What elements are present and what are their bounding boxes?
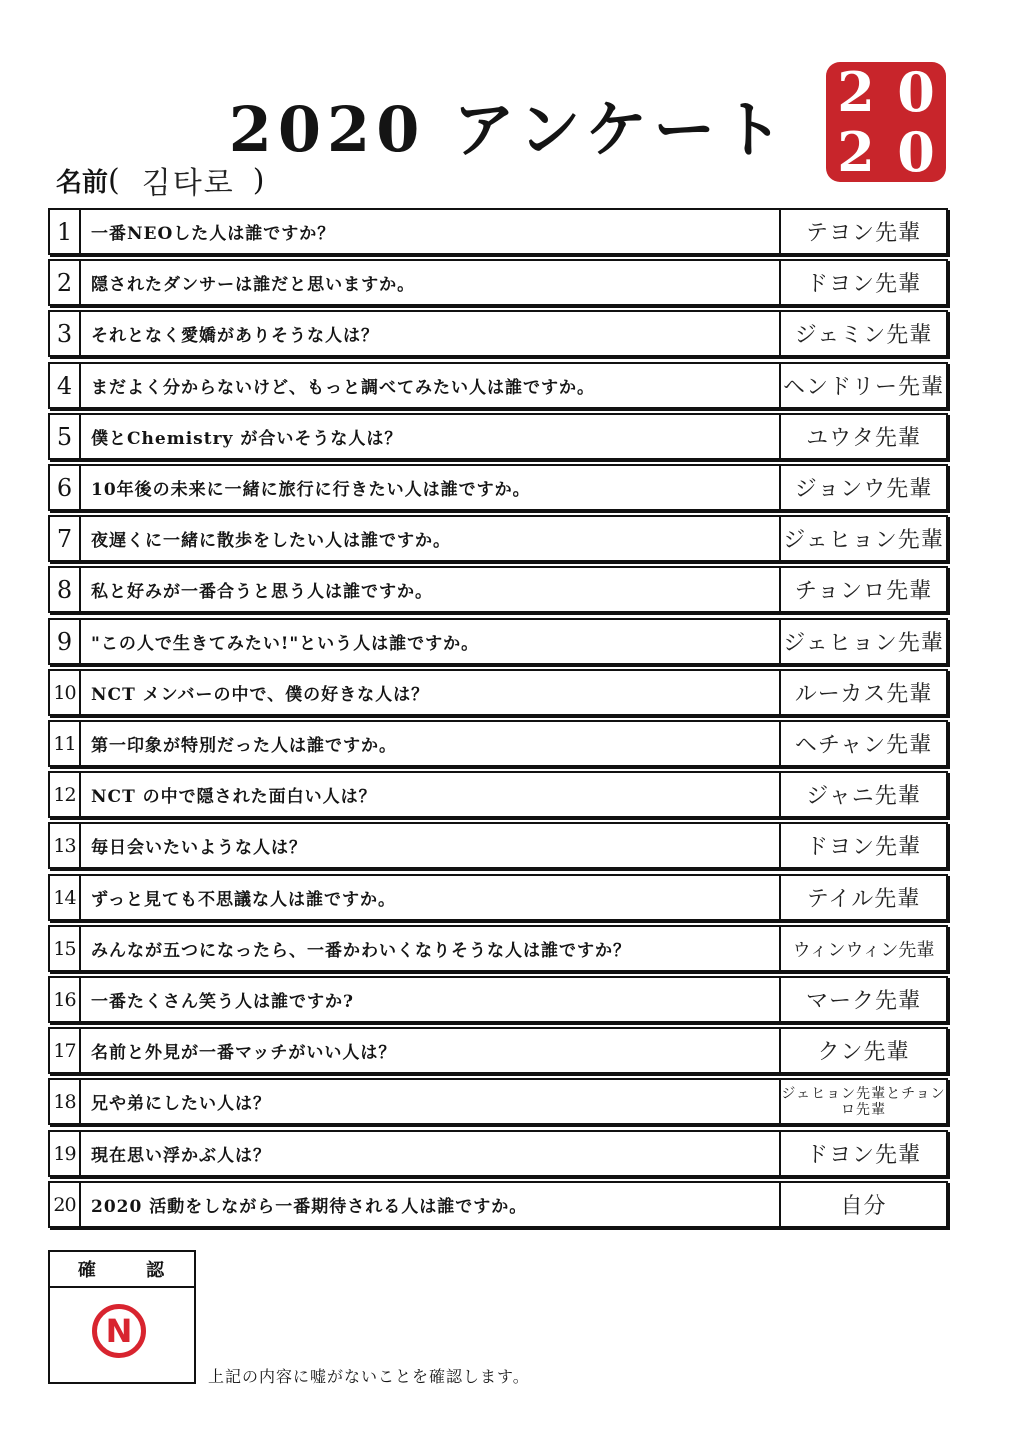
question-number: 12 bbox=[50, 773, 81, 816]
handwritten-answer: マーク先輩 bbox=[805, 989, 921, 1014]
question-text: NCT の中で隠された面白い人は？ bbox=[81, 773, 781, 816]
stamp-digit: 2 bbox=[837, 120, 875, 182]
question-text: 隠されたダンサーは誰だと思いますか。 bbox=[81, 261, 781, 304]
question-number: 14 bbox=[50, 876, 81, 919]
handwritten-answer: テイル先輩 bbox=[806, 887, 921, 912]
handwritten-answer: ヘチャン先輩 bbox=[794, 733, 933, 758]
name-label: 名前 bbox=[56, 167, 109, 198]
question-row bbox=[48, 976, 948, 1023]
handwritten-answer: ジェヒョン先輩 bbox=[783, 528, 944, 553]
question-row bbox=[48, 925, 948, 972]
question-number: 20 bbox=[50, 1183, 81, 1226]
question-row bbox=[48, 362, 948, 409]
question-text: それとなく愛嬌がありそうな人は？ bbox=[81, 312, 781, 355]
question-row bbox=[48, 515, 948, 562]
question-row bbox=[48, 771, 948, 818]
question-number: 5 bbox=[50, 415, 81, 458]
question-text: 名前と外見が一番マッチがいい人は？ bbox=[81, 1029, 781, 1072]
question-row bbox=[48, 1181, 948, 1228]
question-number: 7 bbox=[50, 517, 81, 560]
nct-n-seal-icon bbox=[92, 1304, 146, 1358]
question-number: 4 bbox=[50, 364, 81, 407]
question-text: 2020 活動をしながら一番期待される人は誰ですか。 bbox=[81, 1183, 781, 1226]
question-text: みんなが五つになったら、一番かわいくなりそうな人は誰ですか？ bbox=[81, 927, 781, 970]
question-text: 毎日会いたいような人は？ bbox=[81, 824, 781, 867]
question-text: 一番たくさん笑う人は誰ですか? bbox=[81, 978, 781, 1021]
handwritten-answer: ジャニ先輩 bbox=[806, 784, 921, 809]
question-number: 19 bbox=[50, 1132, 81, 1175]
stamp-digit: 0 bbox=[897, 120, 935, 182]
question-number: 6 bbox=[50, 466, 81, 509]
question-text: 兄や弟にしたい人は？ bbox=[81, 1080, 781, 1123]
confirmation-label: 確 認 bbox=[50, 1252, 194, 1288]
handwritten-answer: ユウタ先輩 bbox=[806, 426, 921, 451]
name-value: 김타로 bbox=[141, 166, 235, 201]
question-number: 17 bbox=[50, 1029, 81, 1072]
question-text: 10年後の未来に一緒に旅行に行きたい人は誰ですか。 bbox=[81, 466, 781, 509]
question-row bbox=[48, 822, 948, 869]
question-row bbox=[48, 720, 948, 767]
confirmation-box bbox=[48, 1250, 196, 1384]
question-text: 夜遅くに一緒に散歩をしたい人は誰ですか。 bbox=[81, 517, 781, 560]
handwritten-answer: クン先輩 bbox=[817, 1040, 910, 1065]
year-stamp-logo bbox=[826, 62, 946, 182]
question-row bbox=[48, 259, 948, 306]
question-row bbox=[48, 208, 948, 255]
question-number: 11 bbox=[50, 722, 81, 765]
question-row bbox=[48, 1130, 948, 1177]
question-number: 13 bbox=[50, 824, 81, 867]
question-number: 3 bbox=[50, 312, 81, 355]
question-number: 8 bbox=[50, 568, 81, 611]
question-text: 現在思い浮かぶ人は？ bbox=[81, 1132, 781, 1175]
handwritten-answer: ドヨン先輩 bbox=[805, 1143, 921, 1168]
seal-letter: N bbox=[105, 1312, 133, 1350]
question-number: 10 bbox=[50, 671, 81, 714]
question-number: 16 bbox=[50, 978, 81, 1021]
handwritten-answer: ジェヒョン先輩 bbox=[783, 631, 944, 656]
handwritten-answer: ヘンドリー先輩 bbox=[782, 375, 944, 400]
question-text: ずっと見ても不思議な人は誰ですか。 bbox=[81, 876, 781, 919]
handwritten-answer: ドヨン先輩 bbox=[805, 272, 921, 297]
handwritten-answer: ジョンウ先輩 bbox=[794, 477, 933, 502]
question-row bbox=[48, 413, 948, 460]
question-number: 9 bbox=[50, 620, 81, 663]
question-row bbox=[48, 566, 948, 613]
question-row bbox=[48, 618, 948, 665]
survey-title: 2020 アンケート bbox=[228, 93, 790, 166]
question-row bbox=[48, 669, 948, 716]
stamp-digit: 2 bbox=[837, 62, 875, 124]
handwritten-answer: チョンロ先輩 bbox=[794, 579, 933, 604]
handwritten-answer: テヨン先輩 bbox=[805, 221, 921, 246]
question-row bbox=[48, 1078, 948, 1125]
question-number: 18 bbox=[50, 1080, 81, 1123]
question-row bbox=[48, 874, 948, 921]
question-text: 僕とChemistry が合いそうな人は？ bbox=[81, 415, 781, 458]
question-text: 一番NEOした人は誰ですか？ bbox=[81, 210, 781, 253]
question-text: "この人で生きてみたい!"という人は誰ですか。 bbox=[81, 620, 781, 663]
question-number: 15 bbox=[50, 927, 81, 970]
handwritten-answer: ウィンウィン先輩 bbox=[792, 939, 935, 961]
confirmation-statement: 上記の内容に嘘がないことを確認します。 bbox=[208, 1367, 530, 1386]
question-row bbox=[48, 464, 948, 511]
name-field bbox=[56, 160, 264, 200]
question-text: 私と好みが一番合うと思う人は誰ですか。 bbox=[81, 568, 781, 611]
handwritten-answer: 自分 bbox=[840, 1194, 887, 1219]
handwritten-answer: ルーカス先輩 bbox=[794, 682, 933, 707]
question-row bbox=[48, 310, 948, 357]
question-number: 1 bbox=[50, 210, 81, 253]
handwritten-answer: ジェミン先輩 bbox=[794, 323, 933, 348]
question-text: まだよく分からないけど、もっと調べてみたい人は誰ですか。 bbox=[81, 364, 781, 407]
question-text: NCT メンバーの中で、僕の好きな人は？ bbox=[81, 671, 781, 714]
question-text: 第一印象が特別だった人は誰ですか。 bbox=[81, 722, 781, 765]
handwritten-answer: ジェヒョン先輩とチョンロ先輩 bbox=[781, 1085, 946, 1118]
handwritten-answer: ドヨン先輩 bbox=[805, 835, 921, 860]
name-paren-open: ( bbox=[108, 162, 120, 198]
question-row bbox=[48, 1027, 948, 1074]
stamp-digit: 0 bbox=[897, 62, 935, 124]
name-paren-close: ) bbox=[252, 162, 265, 198]
question-number: 2 bbox=[50, 261, 81, 304]
